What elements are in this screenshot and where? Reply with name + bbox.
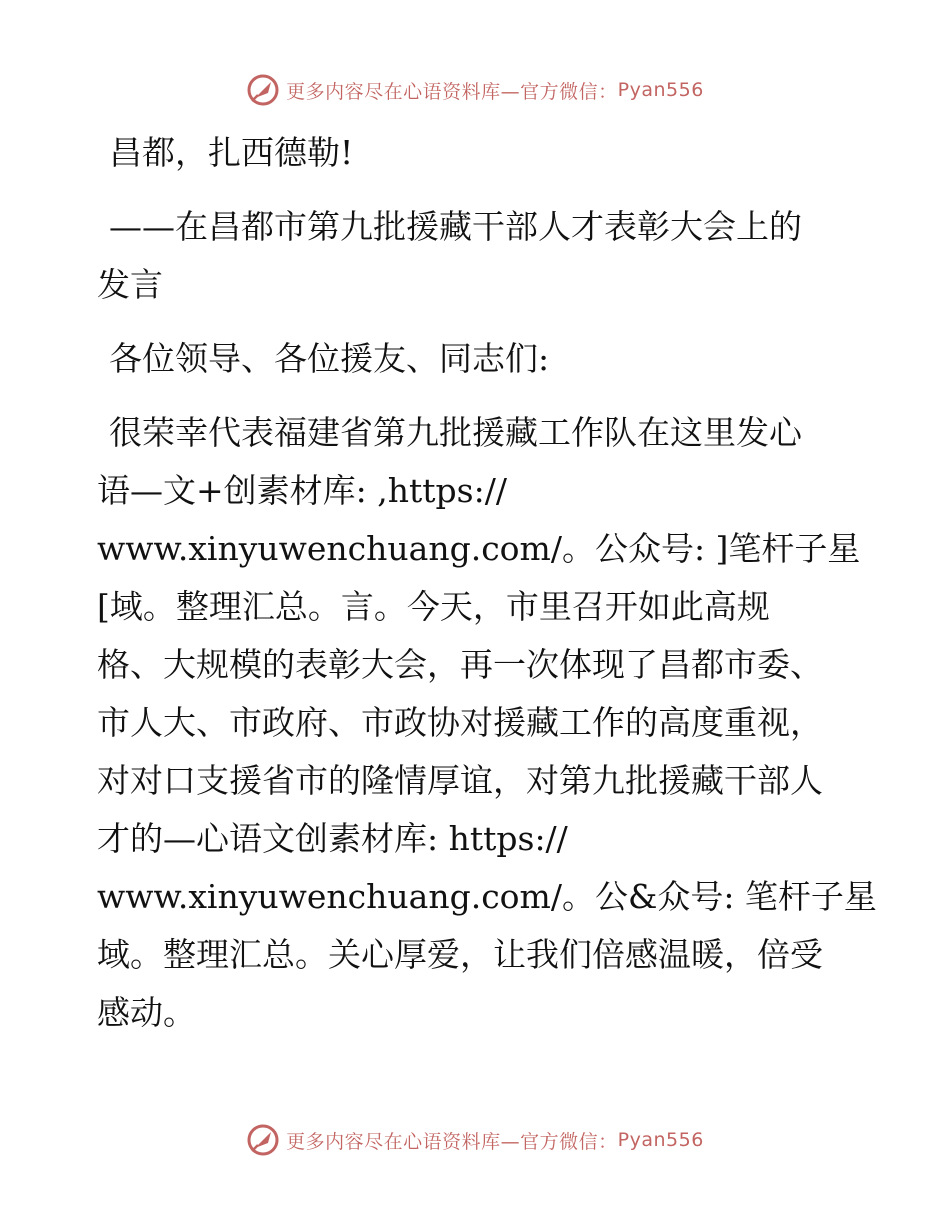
paragraph-line: 对对口支援省市的隆情厚谊，对第九批援藏干部人 [97,761,823,800]
paragraph-line: 域。整理汇总。关心厚爱，让我们倍感温暖，倍受 [97,935,823,974]
paragraph-line: 语—文+创素材库: ,https:// [97,471,507,510]
watermark-wechat-id: Pyan556 [617,1129,704,1151]
document-title: 昌都，扎西德勒! [109,133,354,172]
document-subtitle: ——在昌都市第九批援藏干部人才表彰大会上的 [109,207,802,246]
watermark-wechat-id: Pyan556 [617,79,704,101]
watermark-text: 更多内容尽在心语资料库—官方微信： [286,80,618,103]
quill-logo-icon [246,1123,280,1157]
quill-logo-icon [246,73,280,107]
document-subtitle-continued: 发言 [97,265,163,304]
watermark-text: 更多内容尽在心语资料库—官方微信： [286,1130,618,1153]
greeting: 各位领导、各位援友、同志们: [109,339,550,378]
paragraph-line: 格、大规模的表彰大会，再一次体现了昌都市委、 [97,645,823,684]
paragraph-line: www.xinyuwenchuang.com/。公&众号: 笔杆子星 [97,877,877,916]
paragraph-line: [域。整理汇总。言。今天，市里召开如此高规 [97,587,770,626]
header-watermark [0,72,950,108]
document-body [97,124,877,1042]
footer-watermark [0,1122,950,1158]
paragraph-line: 感动。 [97,993,196,1032]
paragraph-line: 才的—心语文创素材库: https:// [97,819,568,858]
paragraph-line: 市人大、市政府、市政协对援藏工作的高度重视， [97,703,823,742]
paragraph-line: 很荣幸代表福建省第九批援藏工作队在这里发心 [109,413,802,452]
paragraph-line: www.xinyuwenchuang.com/。公众号: ]笔杆子星 [97,529,861,568]
